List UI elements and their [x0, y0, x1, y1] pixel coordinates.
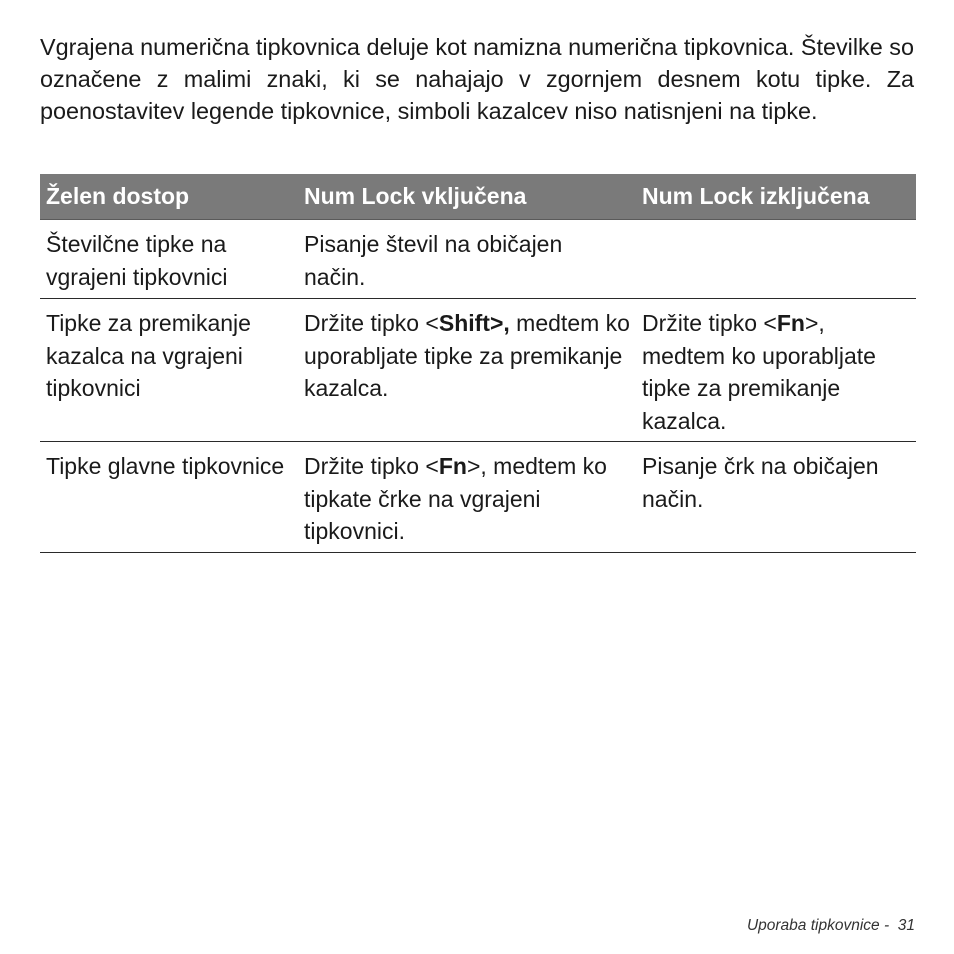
- header-num-lock-off: Num Lock izključena: [642, 183, 870, 209]
- num-lock-off-cell: [636, 299, 916, 441]
- instruction-text: medtem ko uporabljate tipke za premikanje kazalca.: [304, 310, 630, 401]
- instruction-text: Držite tipko <: [642, 310, 777, 336]
- access-cell: Tipke za premikanje kazalca na vgrajeni tipkovnici: [46, 310, 251, 401]
- access-cell: Tipke glavne tipkovnice: [46, 453, 285, 479]
- table-row: [40, 299, 916, 442]
- num-lock-off-cell: [636, 220, 916, 298]
- key-bracket: >,: [489, 310, 510, 336]
- num-lock-off-cell: Pisanje črk na običajen način.: [642, 453, 879, 512]
- access-cell: Številčne tipke na vgrajeni tipkovnici: [46, 231, 228, 290]
- table-row: [40, 220, 916, 299]
- num-lock-on-cell: [298, 299, 636, 441]
- footer-section-title: Uporaba tipkovnice -: [746, 917, 890, 934]
- instruction-text: >, medtem ko uporabljate tipke za premikanje kazalca.: [642, 310, 876, 434]
- key-name-fn: Fn: [776, 310, 805, 336]
- header-num-lock-on: Num Lock vključena: [304, 183, 527, 209]
- table-header-row: [40, 174, 916, 220]
- instruction-text: Držite tipko <: [304, 310, 439, 336]
- num-lock-on-cell: [298, 442, 636, 552]
- instruction-text: Držite tipko <: [304, 453, 439, 479]
- page-footer: [747, 917, 915, 935]
- page-number: 31: [897, 917, 915, 934]
- num-lock-on-cell: Pisanje števil na običajen način.: [304, 231, 563, 290]
- table-row: [40, 442, 916, 553]
- instruction-text: >, medtem ko tipkate črke na vgrajeni tipkovnici.: [304, 453, 607, 544]
- header-desired-access: Želen dostop: [46, 183, 190, 209]
- key-name-fn: Fn: [438, 453, 467, 479]
- intro-paragraph: Vgrajena numerična tipkovnica deluje kot namizna numerična tipkovnica. Številke so označene z malimi znaki, ki se nahajajo v zgornjem desnem kotu tipke. Za poenostavitev legende tipkovnice, simboli kazalcev niso natisnjeni na tipke.: [40, 34, 914, 124]
- numeric-keypad-table: [40, 174, 916, 553]
- key-name-shift: Shift: [438, 310, 490, 336]
